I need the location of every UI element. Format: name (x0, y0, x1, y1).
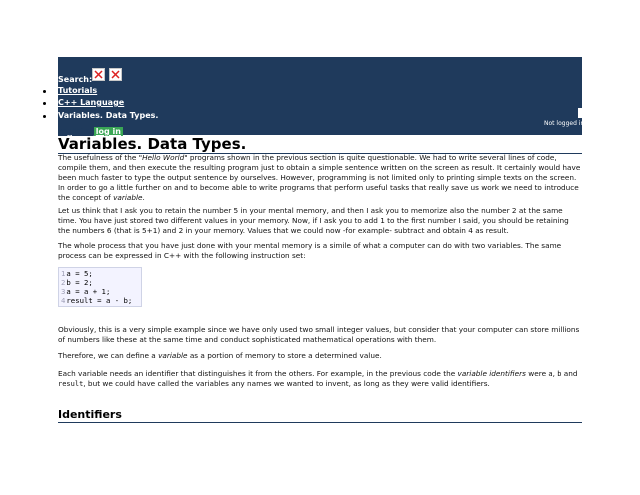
code-line: 3a = a + 1; (61, 287, 111, 296)
code-line: 1a = 5; (61, 269, 93, 278)
bullet-icon (43, 90, 46, 93)
login-status: Not logged in (544, 120, 585, 127)
search-submit-broken[interactable] (109, 68, 122, 81)
code-line: 2b = 2; (61, 278, 93, 287)
paragraph-definition: Therefore, we can define a variable as a portion of memory to store a determined value. (58, 351, 382, 360)
login-link[interactable]: log in (95, 127, 121, 136)
register-link[interactable]: register (58, 127, 94, 136)
search-label: Search: (58, 75, 93, 84)
paragraph-memory: Let us think that I ask you to retain the number 5 in your mental memory, and then I ask you to memorize also the number 2 at the same time. You have just stored two different values in your memory. Now, if I ask you to add 1 to the first number I said, you should be retaining the numbers 6 (that is 5+1) and 2 in your memory. Values that we could now -for example- subtract and obtain 4 as result. (58, 206, 569, 236)
paragraph-example: Obviously, this is a very simple example since we have only used two small integer values, but consider that your computer can store millions of numbers like these at the same time and conduct sophisticated mathematical operations with them. (58, 325, 580, 345)
header-notch (578, 108, 582, 118)
code-block (58, 267, 142, 307)
site-header (58, 57, 585, 135)
broken-image-icon (93, 69, 104, 80)
paragraph-intro: The usefulness of the "Hello World" programs shown in the previous section is quite questionable. We had to write several lines of code, compile them, and then execute the resulting program just to obtain a simple sentence written on the screen as result. It certainly would have been much faster to type the output sentence by ourselves. However, programming is not limited only to printing simple texts on the screen. In order to go a little further on and to become able to write programs that perform useful tasks that really save us work we need to introduce the concept of variable. (58, 153, 581, 203)
paragraph-process: The whole process that you have just done with your mental memory is a simile of what a computer can do with two variables. The same process can be expressed in C++ with the following instruction set: (58, 241, 562, 261)
broken-image-icon (110, 69, 121, 80)
bullet-icon (43, 102, 46, 105)
bullet-icon (43, 115, 46, 118)
search-button-broken[interactable] (92, 68, 105, 81)
code-line: 4result = a - b; (61, 296, 133, 305)
section-heading-identifiers: Identifiers (58, 408, 582, 423)
paragraph-identifiers: Each variable needs an identifier that distinguishes it from the others. For example, in the previous code the variable identifiers were a, b and result, but we could have called the variables any names we wanted to invent, as long as they were valid identifiers. (58, 369, 578, 389)
page-title: Variables. Data Types. (58, 135, 582, 154)
